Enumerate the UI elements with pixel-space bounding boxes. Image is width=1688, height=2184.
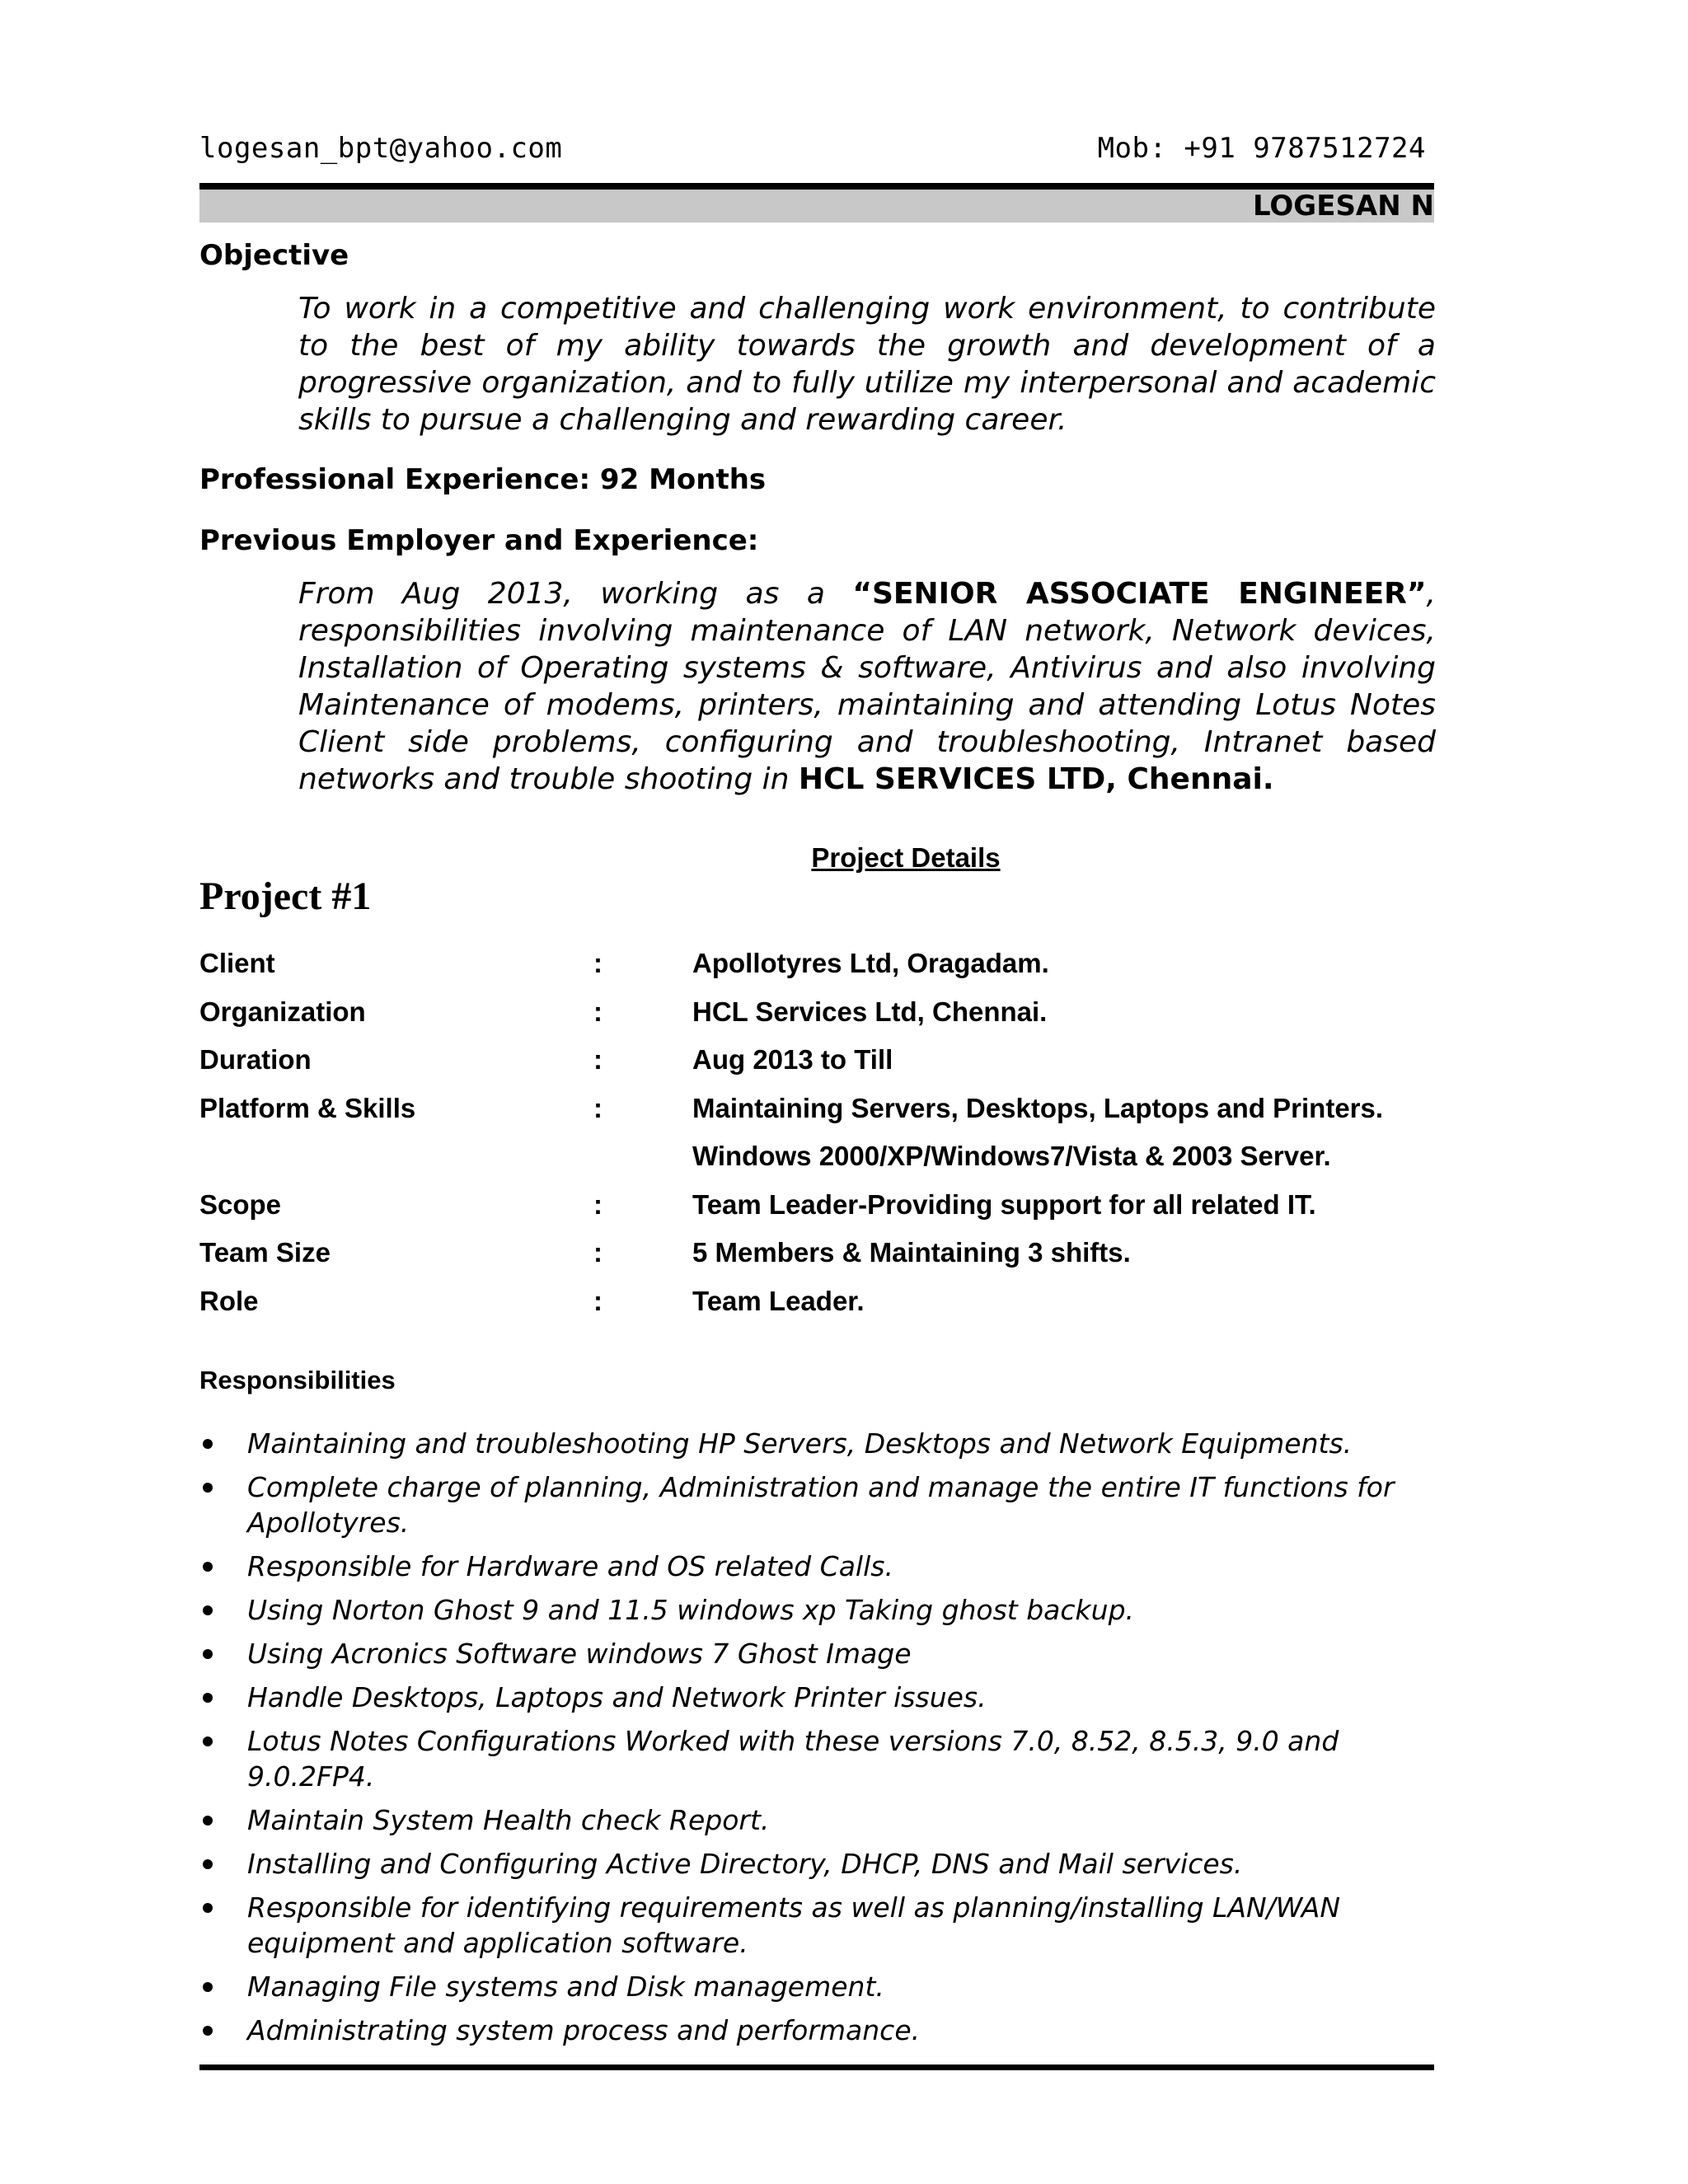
- detail-value: Aug 2013 to Till: [692, 1044, 893, 1075]
- detail-row: [199, 1286, 1518, 1334]
- project-title: Project #1: [199, 874, 372, 918]
- list-item-text: Responsible for identifying requirements as well as planning/installing LAN/WAN equipment and application software.: [247, 1891, 1341, 1959]
- bullet-icon: [203, 1649, 213, 1659]
- detail-label: Client: [199, 948, 275, 978]
- list-item: [199, 1802, 1436, 1838]
- bullet-icon: [203, 2026, 213, 2036]
- objective-heading: Objective: [199, 239, 349, 272]
- bullet-icon: [203, 1562, 213, 1572]
- list-item: [199, 1890, 1436, 1961]
- list-item-text: Maintain System Health check Report.: [247, 1804, 770, 1836]
- detail-value: HCL Services Ltd, Chennai.: [692, 996, 1048, 1027]
- list-item-text: Using Acronics Software windows 7 Ghost Image: [247, 1638, 912, 1670]
- bullet-icon: [203, 1859, 213, 1869]
- list-item-text: Complete charge of planning, Administration and manage the entire IT functions for Apollotyres.: [247, 1471, 1395, 1539]
- detail-value: Apollotyres Ltd, Oragadam.: [692, 948, 1049, 978]
- list-item-text: Installing and Configuring Active Directory, DHCP, DNS and Mail services.: [247, 1848, 1243, 1880]
- detail-colon: :: [593, 1237, 603, 1268]
- list-item-text: Administrating system process and performance.: [247, 2014, 921, 2046]
- list-item-text: Maintaining and troubleshooting HP Servers, Desktops and Network Equipments.: [247, 1427, 1353, 1460]
- list-item: [199, 1723, 1436, 1794]
- detail-row: [199, 996, 1518, 1045]
- bullet-icon: [203, 1693, 213, 1703]
- detail-colon: :: [593, 1188, 603, 1220]
- detail-value: Team Leader-Providing support for all related IT.: [692, 1188, 1316, 1220]
- mobile-text: Mob: +91 9787512724: [1097, 132, 1426, 165]
- list-item: [199, 1549, 1436, 1584]
- detail-label: Duration: [199, 1044, 312, 1075]
- detail-label: Organization: [199, 996, 366, 1027]
- contact-row: [199, 132, 1434, 165]
- list-item: [199, 1592, 1436, 1628]
- responsibilities-list: [199, 1426, 1436, 2056]
- list-item: [199, 1426, 1436, 1461]
- employer-intro: From Aug 2013, working as a: [298, 577, 853, 611]
- list-item: [199, 1680, 1436, 1715]
- email-text: logesan_bpt@yahoo.com: [199, 132, 563, 165]
- detail-row: [199, 1044, 1518, 1093]
- list-item: [199, 1636, 1436, 1671]
- list-item: [199, 2013, 1436, 2048]
- detail-value: 5 Members & Maintaining 3 shifts.: [692, 1237, 1131, 1268]
- list-item: [199, 1846, 1436, 1882]
- project-detail-table: [199, 948, 1518, 1333]
- bullet-icon: [203, 1903, 213, 1913]
- list-item-text: Responsible for Hardware and OS related Calls.: [247, 1550, 893, 1582]
- footer-divider: [199, 2064, 1434, 2070]
- previous-employer-heading: Previous Employer and Experience:: [199, 524, 759, 557]
- employer-body: , responsibilities involving maintenance of LAN network, Network devices, Installation of Operating systems & software, Antivirus and also involving Maintenance of modems, printers, maintaining and attending Lotus Notes Client side problems, configuring and troubleshooting, Intranet based networks and trouble shooting in: [298, 577, 1436, 796]
- detail-row: [199, 1237, 1518, 1286]
- project-details-heading: Project Details: [811, 842, 1001, 873]
- list-item-text: Managing File systems and Disk management.: [247, 1971, 884, 2003]
- previous-employer-text: [298, 575, 1436, 798]
- bullet-icon: [203, 1736, 213, 1746]
- detail-label: Platform & Skills: [199, 1092, 416, 1123]
- detail-colon: :: [593, 1285, 603, 1316]
- detail-label: Scope: [199, 1188, 282, 1220]
- detail-colon: :: [593, 1092, 603, 1123]
- list-item-text: Lotus Notes Configurations Worked with these versions 7.0, 8.52, 8.5.3, 9.0 and 9.0.2FP4.: [247, 1725, 1339, 1793]
- list-item-text: Handle Desktops, Laptops and Network Printer issues.: [247, 1681, 987, 1713]
- detail-value: Maintaining Servers, Desktops, Laptops and Printers.: [692, 1092, 1384, 1123]
- detail-row: [199, 1189, 1518, 1238]
- header-divider: [199, 183, 1434, 190]
- detail-label: Team Size: [199, 1237, 331, 1268]
- detail-colon: :: [593, 1044, 603, 1075]
- candidate-name: LOGESAN N: [199, 190, 1434, 223]
- bullet-icon: [203, 1982, 213, 1992]
- bullet-icon: [203, 1816, 213, 1825]
- bullet-icon: [203, 1439, 213, 1449]
- list-item-text: Using Norton Ghost 9 and 11.5 windows xp Taking ghost backup.: [247, 1594, 1135, 1626]
- list-item: [199, 1469, 1436, 1540]
- job-title: “SENIOR ASSOCIATE ENGINEER”: [852, 577, 1427, 611]
- bullet-icon: [203, 1605, 213, 1615]
- list-item: [199, 1969, 1436, 2004]
- detail-row: [199, 948, 1518, 996]
- detail-value: Team Leader.: [692, 1285, 865, 1316]
- detail-value: Windows 2000/XP/Windows7/Vista & 2003 Server.: [692, 1141, 1331, 1171]
- objective-text: To work in a competitive and challenging work environment, to contribute to the best of my ability towards the growth and development of a progressive organization, and to fully utilize my interpersonal and academic skills to pursue a challenging and rewarding career.: [298, 292, 1436, 437]
- detail-row: [199, 1093, 1518, 1141]
- responsibilities-heading: Responsibilities: [199, 1366, 396, 1394]
- professional-experience-heading: Professional Experience: 92 Months: [199, 463, 767, 496]
- detail-label: Role: [199, 1285, 259, 1316]
- bullet-icon: [203, 1483, 213, 1493]
- company-name: HCL SERVICES LTD, Chennai.: [798, 762, 1274, 796]
- detail-row: [199, 1141, 1518, 1189]
- detail-colon: :: [593, 996, 603, 1027]
- detail-colon: :: [593, 948, 603, 978]
